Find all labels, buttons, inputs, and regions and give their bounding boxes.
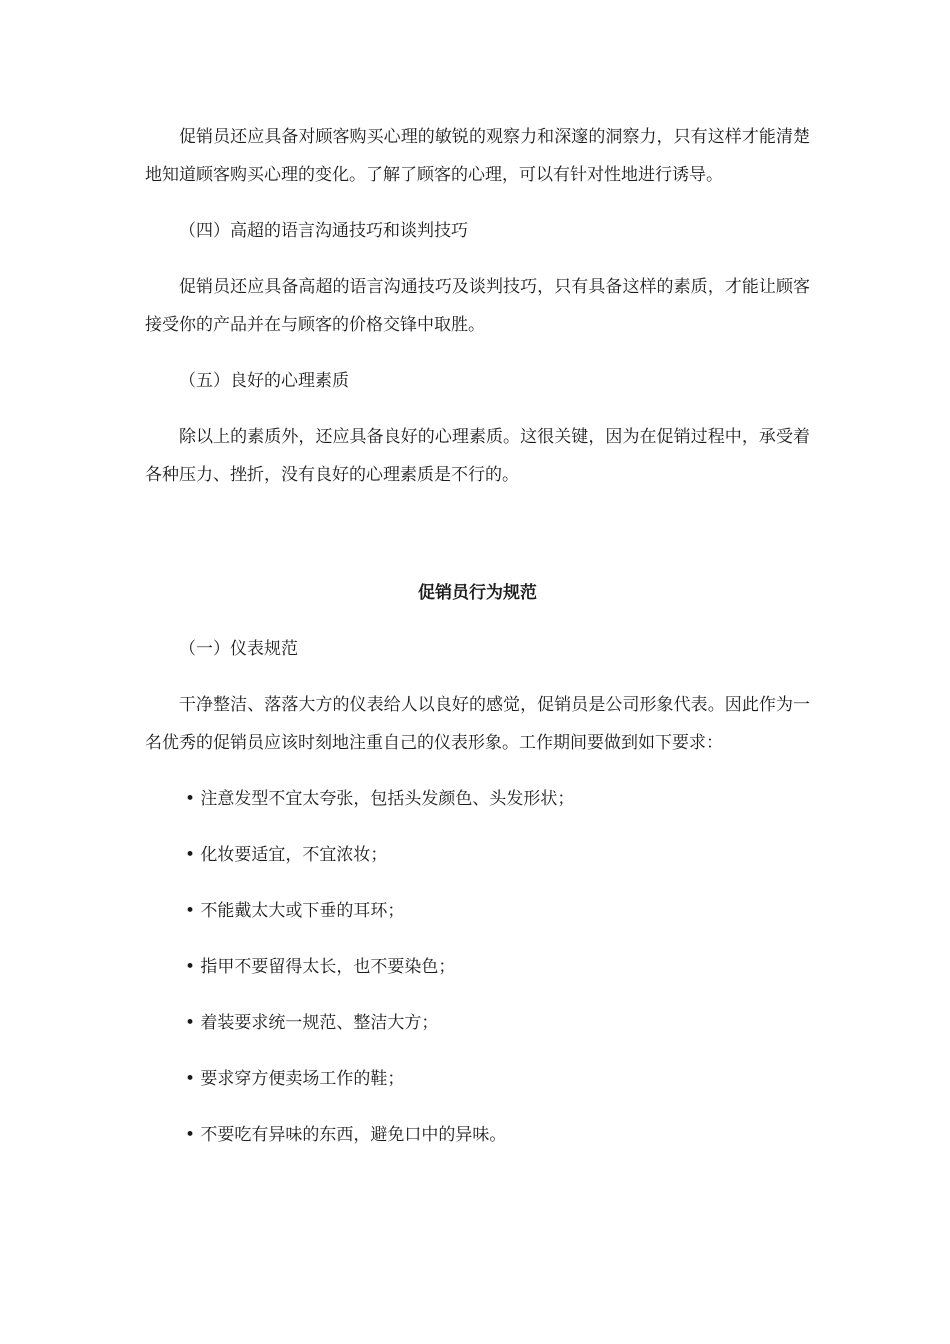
list-item: • 不能戴太大或下垂的耳环； [185, 901, 405, 921]
list-item: • 化妆要适宜，不宜浓妆； [185, 845, 388, 865]
section-title: 促销员行为规范 [418, 583, 537, 603]
list-item: • 注意发型不宜太夸张，包括头发颜色、头发形状； [185, 789, 575, 809]
heading-psychological-quality: （五）良好的心理素质 [179, 371, 349, 391]
heading-appearance: （一）仪表规范 [179, 639, 298, 659]
list-item: • 指甲不要留得太长，也不要染色； [185, 957, 456, 977]
paragraph-psychological: 除以上的素质外，还应具备良好的心理素质。这很关键，因为在促销过程中，承受着各种压力、挫折，没有良好的心理素质是不行的。 [145, 427, 810, 485]
list-item: • 着装要求统一规范、整洁大方； [185, 1013, 439, 1033]
list-item: • 不要吃有异味的东西，避免口中的异味。 [185, 1125, 507, 1145]
heading-communication-skills: （四）高超的语言沟通技巧和谈判技巧 [179, 221, 468, 241]
paragraph-appearance: 干净整洁、落落大方的仪表给人以良好的感觉，促销员是公司形象代表。因此作为一名优秀的促销员应该时刻地注重自己的仪表形象。工作期间要做到如下要求： [145, 695, 810, 753]
paragraph-communication: 促销员还应具备高超的语言沟通技巧及谈判技巧，只有具备这样的素质，才能让顾客接受你的产品并在与顾客的价格交锋中取胜。 [145, 277, 810, 335]
document-body [145, 118, 810, 1154]
list-item: • 要求穿方便卖场工作的鞋； [185, 1069, 405, 1089]
paragraph-observation: 促销员还应具备对顾客购买心理的敏锐的观察力和深邃的洞察力，只有这样才能清楚地知道顾客购买心理的变化。了解了顾客的心理，可以有针对性地进行诱导。 [145, 127, 810, 185]
